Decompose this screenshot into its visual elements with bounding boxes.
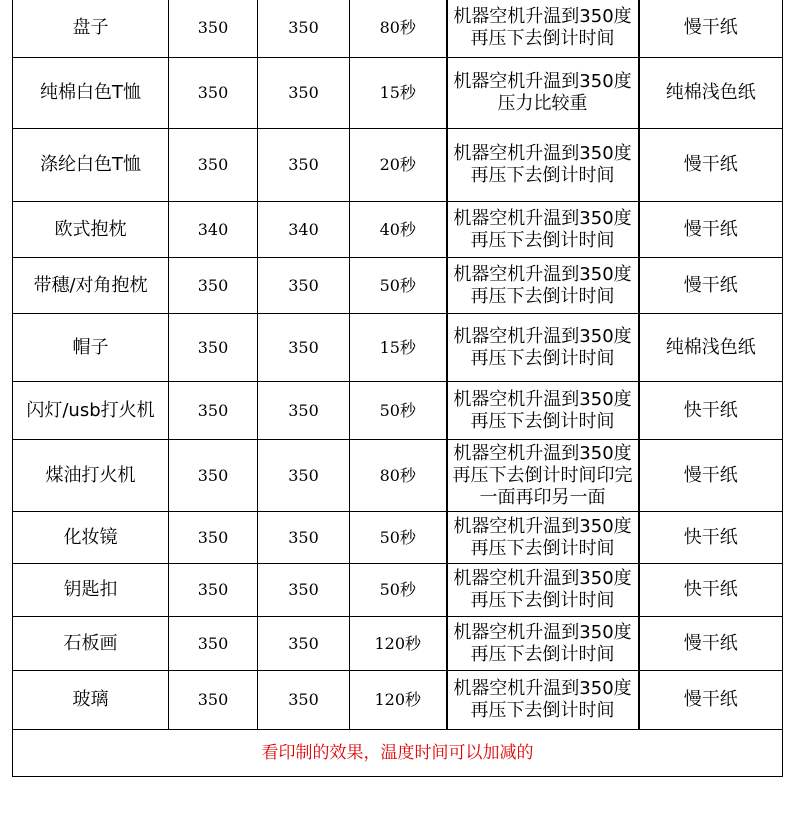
table-row xyxy=(13,382,783,440)
time-cell: 20秒 xyxy=(350,129,447,202)
note-cell: 机器空机升温到350度 再压下去倒计时间印完 一面再印另一面 xyxy=(447,440,639,512)
table-row xyxy=(13,564,783,617)
time-cell: 50秒 xyxy=(350,258,447,314)
table-row xyxy=(13,671,783,730)
note-cell: 机器空机升温到350度 再压下去倒计时间 xyxy=(447,564,639,617)
temp-cell: 350 xyxy=(169,58,258,129)
paper-cell: 慢干纸 xyxy=(639,440,783,512)
time-cell: 80秒 xyxy=(350,0,447,58)
table-row xyxy=(13,258,783,314)
time-cell: 15秒 xyxy=(350,58,447,129)
temp-cell: 350 xyxy=(258,564,350,617)
table-row xyxy=(13,202,783,258)
footer-note: 看印制的效果，温度时间可以加减的 xyxy=(13,730,783,777)
item-cell: 帽子 xyxy=(13,314,169,382)
note-cell: 机器空机升温到350度 再压下去倒计时间 xyxy=(447,314,639,382)
time-cell: 15秒 xyxy=(350,314,447,382)
note-cell: 机器空机升温到350度 再压下去倒计时间 xyxy=(447,258,639,314)
paper-cell: 纯棉浅色纸 xyxy=(639,58,783,129)
item-cell: 煤油打火机 xyxy=(13,440,169,512)
paper-cell: 快干纸 xyxy=(639,564,783,617)
table-row xyxy=(13,617,783,671)
note-cell: 机器空机升温到350度 再压下去倒计时间 xyxy=(447,617,639,671)
note-cell: 机器空机升温到350度 再压下去倒计时间 xyxy=(447,382,639,440)
item-cell: 盘子 xyxy=(13,0,169,58)
table-row xyxy=(13,58,783,129)
time-cell: 120秒 xyxy=(350,671,447,730)
temp-cell: 350 xyxy=(169,314,258,382)
paper-cell: 慢干纸 xyxy=(639,671,783,730)
temp-cell: 350 xyxy=(258,129,350,202)
item-cell: 涤纶白色T恤 xyxy=(13,129,169,202)
temp-cell: 350 xyxy=(258,0,350,58)
temp-cell: 350 xyxy=(258,314,350,382)
temp-cell: 350 xyxy=(169,0,258,58)
note-cell: 机器空机升温到350度 再压下去倒计时间 xyxy=(447,512,639,564)
temp-cell: 350 xyxy=(258,671,350,730)
temp-cell: 350 xyxy=(258,382,350,440)
item-cell: 石板画 xyxy=(13,617,169,671)
table-row xyxy=(13,0,783,58)
paper-cell: 慢干纸 xyxy=(639,129,783,202)
temp-cell: 350 xyxy=(258,58,350,129)
table-row xyxy=(13,314,783,382)
time-cell: 50秒 xyxy=(350,512,447,564)
time-cell: 50秒 xyxy=(350,382,447,440)
temp-cell: 340 xyxy=(258,202,350,258)
item-cell: 钥匙扣 xyxy=(13,564,169,617)
time-cell: 80秒 xyxy=(350,440,447,512)
item-cell: 闪灯/usb打火机 xyxy=(13,382,169,440)
temp-cell: 350 xyxy=(169,512,258,564)
item-cell: 化妆镜 xyxy=(13,512,169,564)
temp-cell: 350 xyxy=(169,129,258,202)
paper-cell: 纯棉浅色纸 xyxy=(639,314,783,382)
table-row xyxy=(13,440,783,512)
temp-cell: 350 xyxy=(169,617,258,671)
temp-cell: 350 xyxy=(169,564,258,617)
temp-cell: 350 xyxy=(169,440,258,512)
paper-cell: 快干纸 xyxy=(639,512,783,564)
paper-cell: 快干纸 xyxy=(639,382,783,440)
item-cell: 玻璃 xyxy=(13,671,169,730)
temp-cell: 350 xyxy=(169,258,258,314)
temp-cell: 350 xyxy=(258,617,350,671)
temp-cell: 350 xyxy=(169,382,258,440)
table-row xyxy=(13,512,783,564)
paper-cell: 慢干纸 xyxy=(639,617,783,671)
item-cell: 欧式抱枕 xyxy=(13,202,169,258)
note-cell: 机器空机升温到350度 再压下去倒计时间 xyxy=(447,0,639,58)
time-cell: 50秒 xyxy=(350,564,447,617)
temp-cell: 350 xyxy=(258,258,350,314)
heat-press-settings-table xyxy=(12,0,783,777)
note-cell: 机器空机升温到350度 再压下去倒计时间 xyxy=(447,129,639,202)
item-cell: 带穗/对角抱枕 xyxy=(13,258,169,314)
time-cell: 120秒 xyxy=(350,617,447,671)
temp-cell: 350 xyxy=(258,512,350,564)
item-cell: 纯棉白色T恤 xyxy=(13,58,169,129)
note-cell: 机器空机升温到350度 再压下去倒计时间 xyxy=(447,202,639,258)
note-cell: 机器空机升温到350度 再压下去倒计时间 xyxy=(447,671,639,730)
time-cell: 40秒 xyxy=(350,202,447,258)
paper-cell: 慢干纸 xyxy=(639,258,783,314)
paper-cell: 慢干纸 xyxy=(639,202,783,258)
temp-cell: 340 xyxy=(169,202,258,258)
note-cell: 机器空机升温到350度 压力比较重 xyxy=(447,58,639,129)
table-row xyxy=(13,129,783,202)
paper-cell: 慢干纸 xyxy=(639,0,783,58)
footer-row xyxy=(13,730,783,777)
temp-cell: 350 xyxy=(169,671,258,730)
temp-cell: 350 xyxy=(258,440,350,512)
